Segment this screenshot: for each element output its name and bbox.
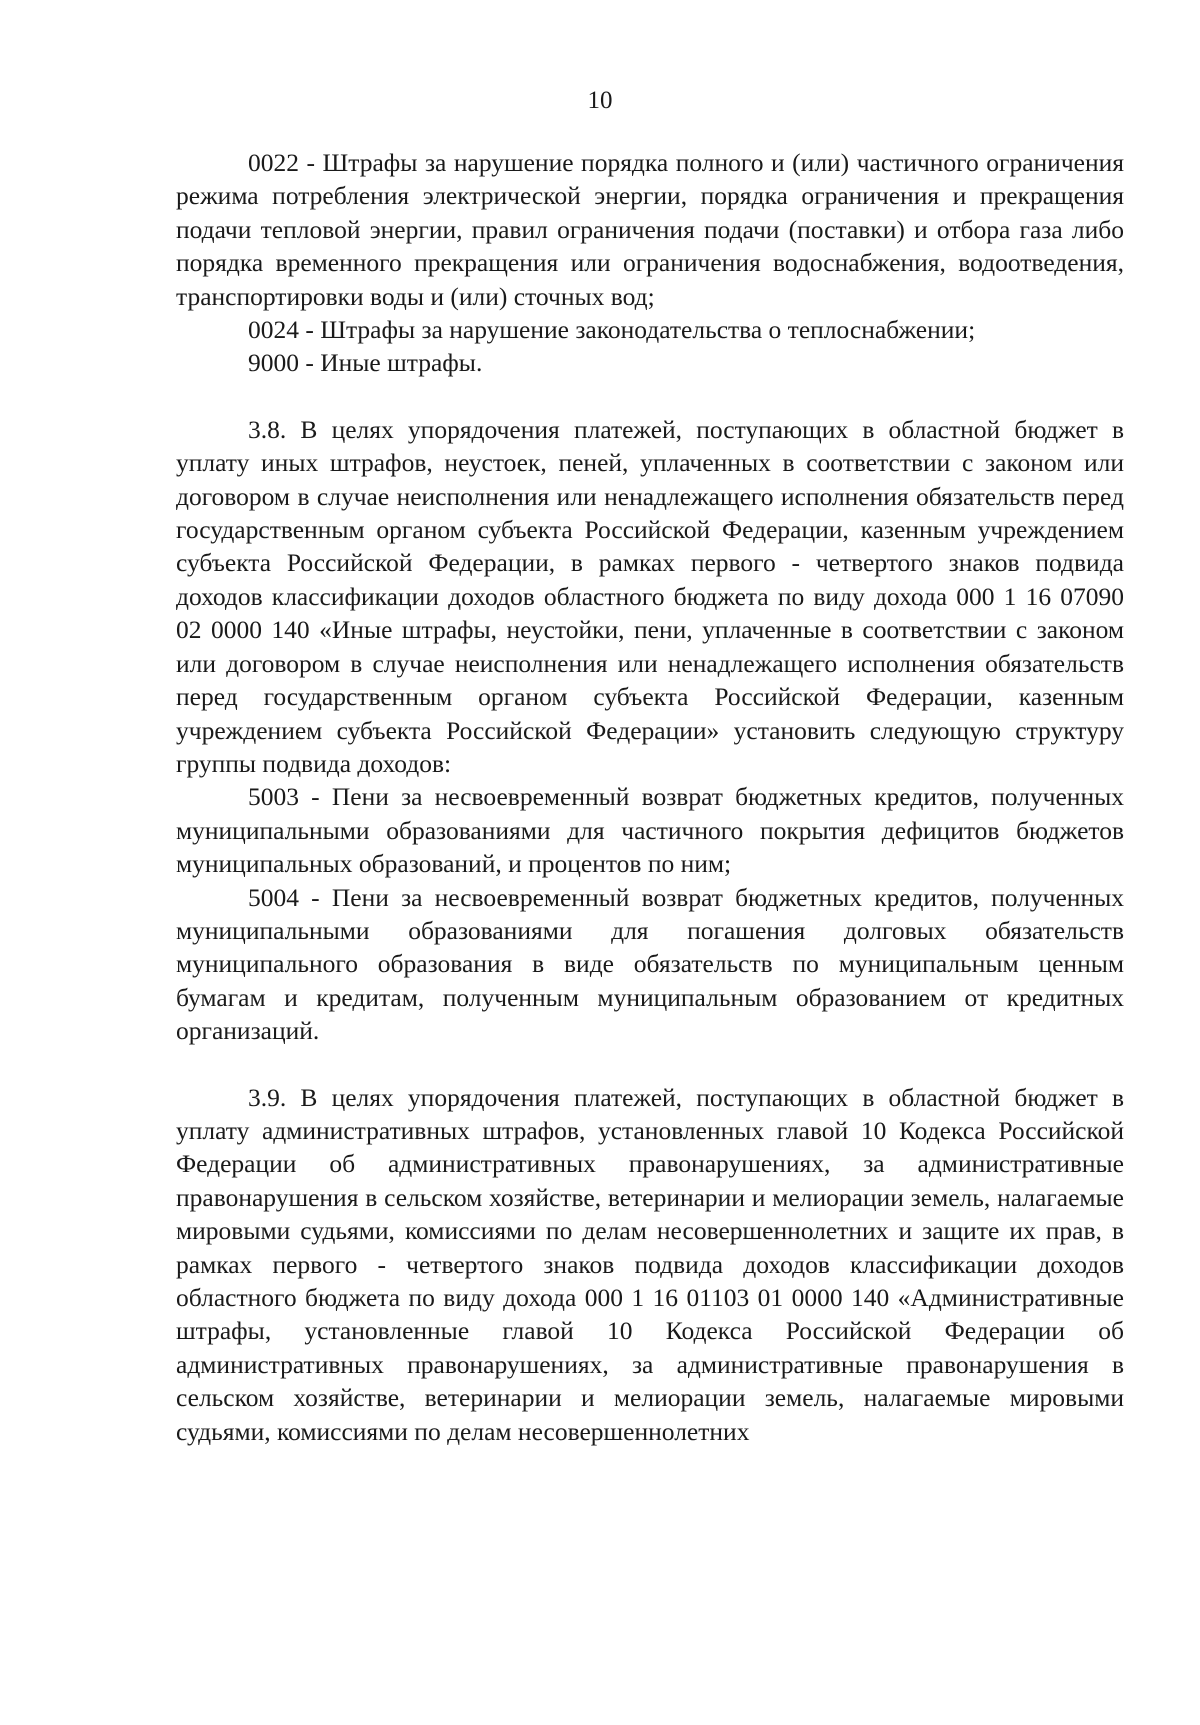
paragraph-code-9000: 9000 - Иные штрафы. [248, 348, 483, 378]
paragraph-section-3-9: 3.9. В целях упорядочения платежей, поступающих в областной бюджет в уплату административных штрафов, установленных главой 10 Кодекса Российской Федерации об административных правонарушениях, за административные правонарушения в сельском хозяйстве, ветеринарии и мелиорации земель, налагаемые мировыми судьями, комиссиями по делам несовершеннолетних и защите их прав, в рамках первого - четвертого знаков подвида доходов классификации доходов областного бюджета по виду дохода 000 1 16 01103 01 0000 140 «Административные штрафы, установленные главой 10 Кодекса Российской Федерации об административных правонарушениях, за административные правонарушения в сельском хозяйстве, ветеринарии и мелиорации земель, налагаемые мировыми судьями, комиссиями по делам несовершеннолетних [176, 1082, 1124, 1446]
paragraph-spacer [176, 1048, 1124, 1081]
paragraph-code-0022: 0022 - Штрафы за нарушение порядка полного и (или) частичного ограничения режима потребления электрической энергии, порядка ограничения и прекращения подачи тепловой энергии, правил ограничения подачи (поставки) и отбора газа либо порядка временного прекращения или ограничения водоснабжения, водоотведения, транспортировки воды и (или) сточных вод; [176, 148, 1124, 311]
paragraph-code-5003: 5003 - Пени за несвоевременный возврат бюджетных кредитов, полученных муниципальными образованиями для частичного покрытия дефицитов бюджетов муниципальных образований, и процентов по ним; [176, 782, 1124, 879]
paragraph-spacer [176, 380, 1124, 413]
paragraph-code-0024: 0024 - Штрафы за нарушение законодательства о теплоснабжении; [248, 315, 976, 345]
page-number: 10 [587, 87, 613, 114]
paragraph-section-3-8: 3.8. В целях упорядочения платежей, поступающих в областной бюджет в уплату иных штрафов, неустоек, пеней, уплаченных в соответствии с законом или договором в случае неисполнения или ненадлежащего исполнения обязательств перед государственным органом субъекта Российской Федерации, казенным учреждением субъекта Российской Федерации, в рамках первого - четвертого знаков подвида доходов классификации доходов областного бюджета по виду дохода 000 1 16 07090 02 0000 140 «Иные штрафы, неустойки, пени, уплаченные в соответствии с законом или договором в случае неисполнения или ненадлежащего исполнения обязательств перед государственным органом субъекта Российской Федерации, казенным учреждением субъекта Российской Федерации» установить следующую структуру группы подвида доходов: [176, 414, 1124, 778]
paragraph-code-5004: 5004 - Пени за несвоевременный возврат бюджетных кредитов, полученных муниципальными образованиями для погашения долговых обязательств муниципального образования в виде обязательств по муниципальным ценным бумагам и кредитам, полученным муниципальным образованием от кредитных организаций. [176, 882, 1124, 1046]
document-body [176, 146, 1124, 1448]
